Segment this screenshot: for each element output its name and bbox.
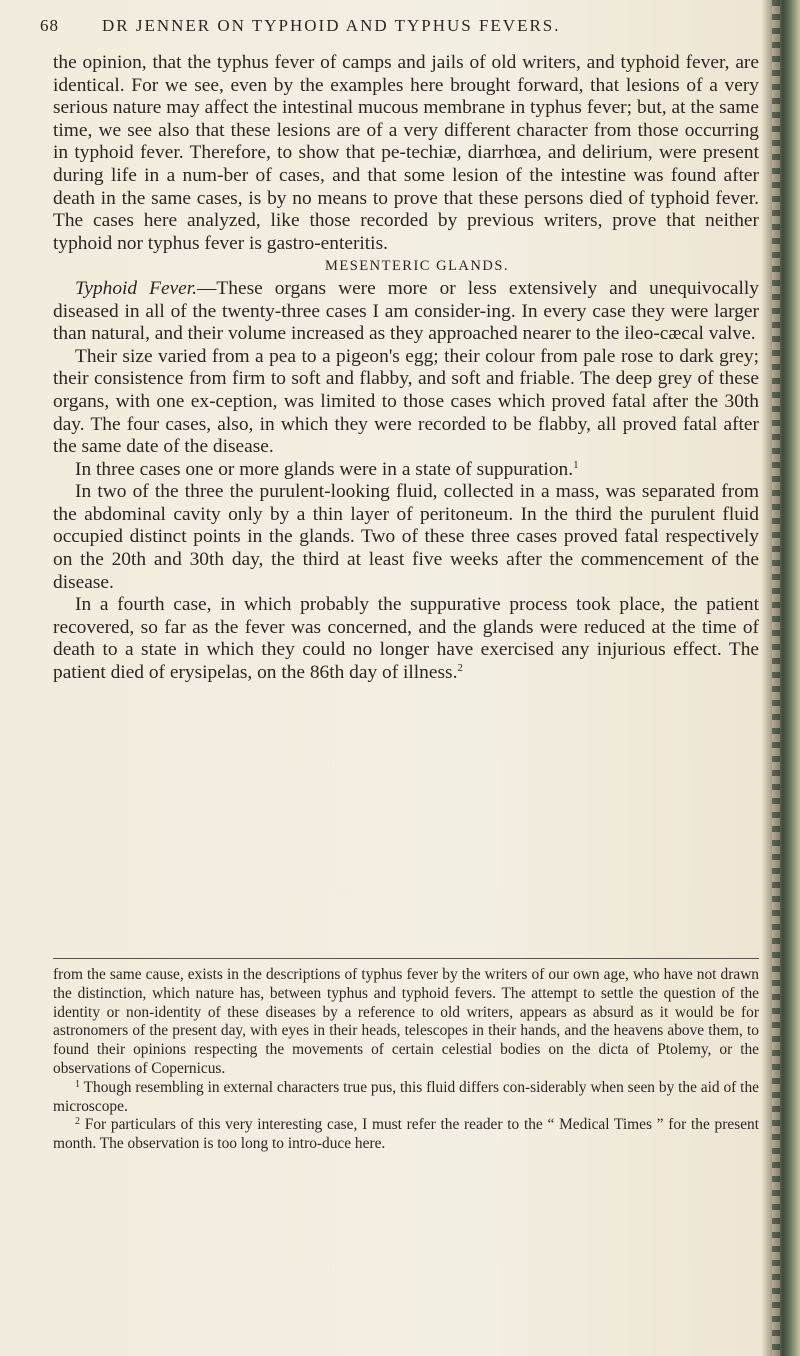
paragraph-typhoid-fever — [53, 278, 759, 346]
paragraph-fourth-case — [53, 594, 759, 684]
footnote-marker: 1 — [75, 1078, 80, 1090]
section-title: MESENTERIC GLANDS. — [324, 258, 510, 275]
footnote-reference[interactable]: 2 — [457, 662, 463, 675]
footnotes — [53, 966, 759, 1154]
paragraph-text: In a fourth case, in which probably the suppurative process took place, the patient recovered, so far as the fever was concerned, and the glands were reduced at the time of death to a state in which they could no longer have exercised any injurious effect. The patient died of erysipelas, on the 86th day of illness. — [53, 594, 759, 684]
page-number: 68 — [40, 16, 59, 35]
page-header — [40, 14, 758, 44]
footnote-text: For particulars of this very interesting case, I must refer the reader to the “ Medical Times ” for the present month. The observation is too long to intro-duce here. — [53, 1116, 759, 1153]
paragraph-text: —These organs were more or less extensively and unequivocally diseased in all of the twenty-three cases I am consider-ing. In every case they were larger than natural, and their volume increased as they approached nearer to the ileo-cæcal valve. — [53, 277, 759, 345]
footnote-2 — [53, 1116, 759, 1154]
footnote-continuation: from the same cause, exists in the descriptions of typhus fever by the writers of our own age, who have not drawn the distinction, which nature has, between typhus and typhoid fevers. The attempt to settle the question of the identity or non-identity of these diseases by a reference to old writers, appears as absurd as it would be for astronomers of the present day, with eyes in their heads, telescopes in their hands, and the heavens above them, to found their opinions respecting the movements of certain celestial bodies on the dicta of Ptolemy, or the observations of Copernicus. — [53, 966, 759, 1077]
footnote-1 — [53, 1079, 759, 1117]
paragraph-suppuration — [53, 459, 759, 482]
footnote-reference[interactable]: 1 — [573, 458, 579, 471]
footnote-divider — [53, 958, 759, 959]
footnote-marker: 2 — [75, 1116, 80, 1128]
paragraph-lead: Typhoid Fever. — [75, 277, 198, 299]
paragraph-size-colour: Their size varied from a pea to a pigeon's egg; their colour from pale rose to dark grey; their consistence from firm to soft and flabby, and soft and friable. The deep grey of these organs, with one ex-ception, was limited to those cases which proved fatal after the 30th day. The four cases, also, in which they were recorded to be flabby, all proved fatal after the same date of the disease. — [53, 345, 759, 458]
body-text — [53, 52, 759, 685]
paragraph-continuation: the opinion, that the typhus fever of camps and jails of old writers, and typhoid fever, are identical. For we see, even by the examples here brought forward, that lesions of a very serious nature may affect the intestinal mucous membrane in typhus fever; but, at the same time, we see also that these lesions are of a very different character from those occurring in typhoid fever. Therefore, to show that pe-techiæ, diarrhœa, and delirium, were present during life in a num-ber of cases, and that some lesion of the intestine was found after death in the same cases, is by no means to prove that these persons died of typhoid fever. The cases here analyzed, like those recorded by previous writers, prove that neither typhoid nor typhus fever is gastro-enteritis. — [53, 52, 759, 254]
paragraph-purulent-fluid: In two of the three the purulent-looking fluid, collected in a mass, was separated from the abdominal cavity only by a thin layer of peritoneum. In the third the purulent fluid occupied distinct points in the glands. Two of these three cases proved fatal respectively on the 20th and 30th day, the third at least five weeks after the commencement of the disease. — [53, 481, 759, 593]
paragraph-text: In three cases one or more glands were in a state of suppuration. — [75, 458, 574, 480]
running-head: DR JENNER ON TYPHOID AND TYPHUS FEVERS. — [102, 16, 561, 35]
footnote-text: Though resembling in external characters true pus, this fluid differs con-siderably when seen by the aid of the microscope. — [53, 1078, 759, 1115]
book-spine-edge — [762, 0, 800, 1356]
